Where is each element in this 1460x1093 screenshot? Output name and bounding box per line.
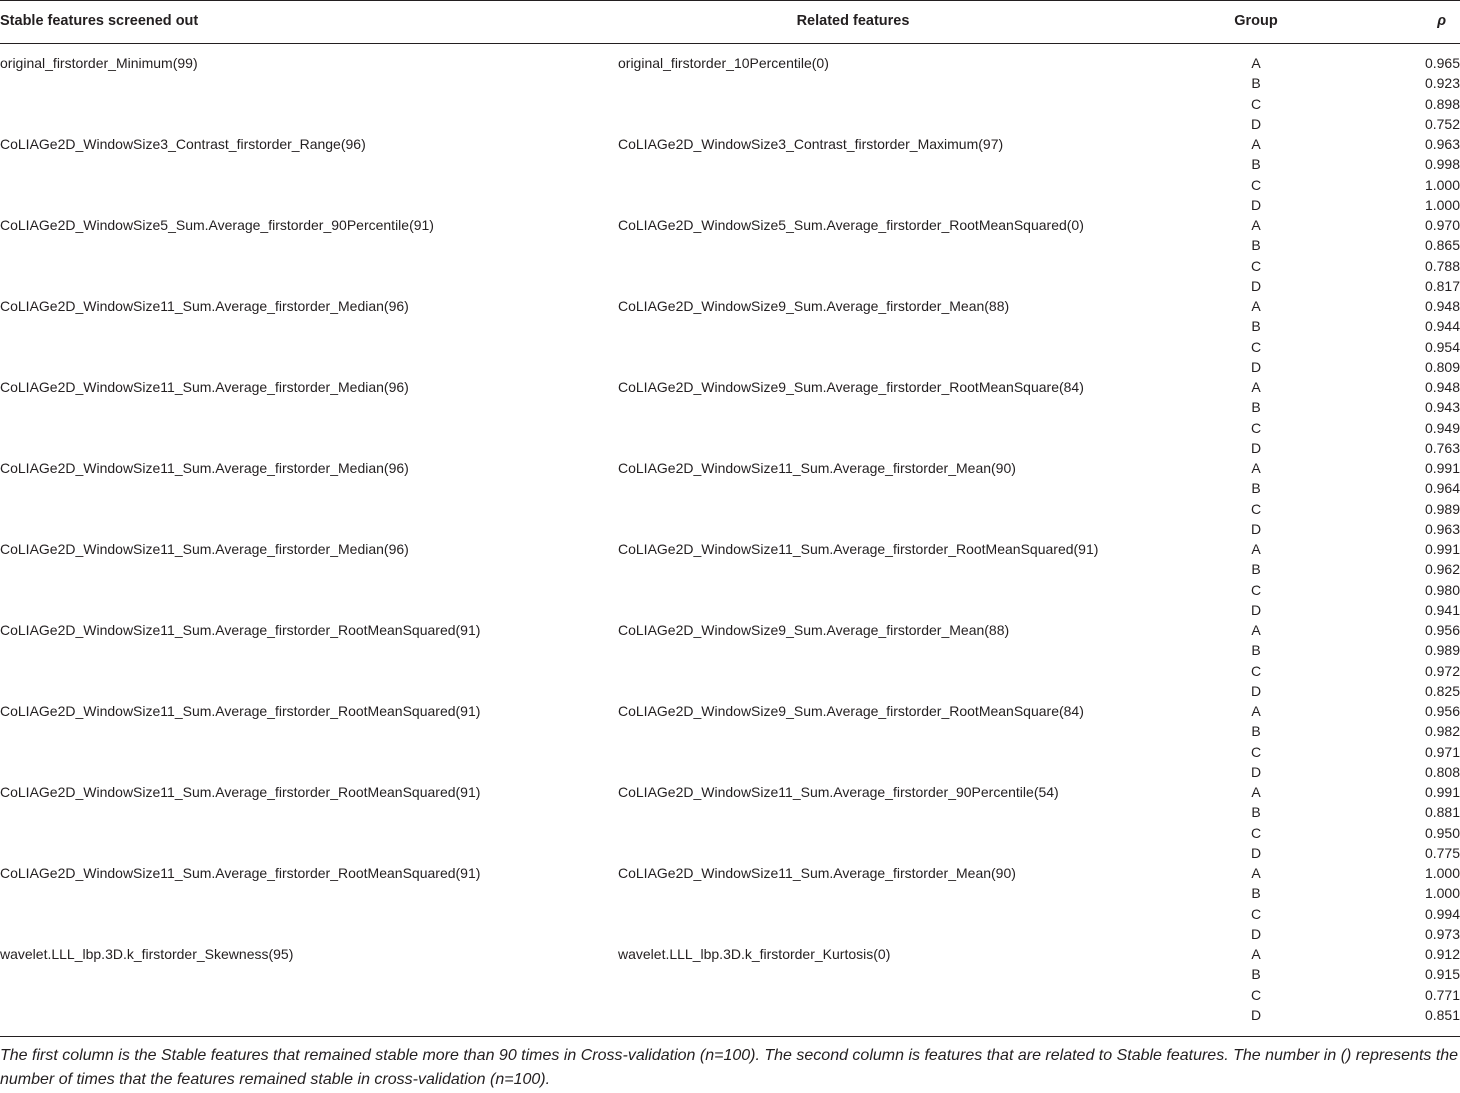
group-subrow — [0, 235, 1460, 255]
group-cell: C — [1250, 257, 1262, 274]
group-subrow — [0, 701, 1460, 721]
group-subrow — [0, 296, 1460, 316]
group-cell: C — [1250, 419, 1262, 436]
related-feature-cell: CoLIAGe2D_WindowSize11_Sum.Average_firstorder_RootMeanSquared(91) — [618, 541, 1099, 557]
group-cell: A — [1251, 460, 1261, 476]
header-stable-features: Stable features screened out — [0, 13, 199, 29]
group-cell: B — [1251, 642, 1261, 659]
table-row — [0, 863, 1460, 944]
group-subrow — [0, 478, 1460, 498]
rho-cell: 0.851 — [1424, 1006, 1460, 1023]
related-feature-cell: CoLIAGe2D_WindowSize9_Sum.Average_firstorder_Mean(88) — [618, 298, 1010, 314]
group-cell: C — [1250, 95, 1262, 112]
rho-cell: 0.972 — [1424, 662, 1460, 679]
group-subrow — [0, 985, 1460, 1005]
table-row — [0, 944, 1460, 1025]
related-feature-cell: CoLIAGe2D_WindowSize11_Sum.Average_firstorder_Mean(90) — [618, 865, 1016, 881]
rho-cell: 0.991 — [1424, 541, 1460, 557]
stable-feature-cell: CoLIAGe2D_WindowSize5_Sum.Average_firstorder_90Percentile(91) — [0, 217, 434, 233]
group-cell: B — [1251, 885, 1261, 902]
group-subrow — [0, 256, 1460, 276]
rho-cell: 0.809 — [1424, 358, 1460, 375]
related-feature-cell: CoLIAGe2D_WindowSize5_Sum.Average_firstorder_RootMeanSquared(0) — [618, 217, 1084, 233]
group-cell: D — [1250, 925, 1262, 942]
group-cell: A — [1251, 865, 1261, 881]
table-row — [0, 782, 1460, 863]
rho-cell: 0.956 — [1424, 703, 1460, 719]
group-cell: D — [1250, 763, 1262, 780]
group-cell: A — [1251, 379, 1261, 395]
group-subrow — [0, 114, 1460, 134]
table-row — [0, 539, 1460, 620]
group-cell: C — [1250, 824, 1262, 841]
group-cell: B — [1251, 561, 1261, 578]
stable-feature-cell: CoLIAGe2D_WindowSize11_Sum.Average_firstorder_Median(96) — [0, 298, 409, 314]
group-cell: A — [1251, 136, 1261, 152]
rho-cell: 0.964 — [1424, 480, 1460, 497]
group-subrow — [0, 397, 1460, 417]
rho-cell: 0.982 — [1424, 723, 1460, 740]
group-subrow — [0, 620, 1460, 640]
rho-cell: 0.944 — [1424, 318, 1460, 335]
stable-feature-cell: CoLIAGe2D_WindowSize11_Sum.Average_firstorder_Median(96) — [0, 541, 409, 557]
rho-cell: 0.825 — [1424, 682, 1460, 699]
rho-cell: 0.962 — [1424, 561, 1460, 578]
rho-cell: 0.771 — [1424, 986, 1460, 1003]
group-cell: A — [1251, 541, 1261, 557]
group-cell: A — [1251, 946, 1261, 962]
group-cell: A — [1251, 622, 1261, 638]
group-subrow — [0, 438, 1460, 458]
group-cell: D — [1250, 277, 1262, 294]
stable-feature-cell: CoLIAGe2D_WindowSize11_Sum.Average_firstorder_RootMeanSquared(91) — [0, 784, 481, 800]
group-subrow — [0, 1005, 1460, 1025]
rho-cell: 0.991 — [1424, 460, 1460, 476]
group-cell: B — [1251, 399, 1261, 416]
rho-cell: 0.915 — [1424, 966, 1460, 983]
rho-cell: 0.970 — [1424, 217, 1460, 233]
table-row — [0, 53, 1460, 134]
table-row — [0, 620, 1460, 701]
group-cell: B — [1251, 804, 1261, 821]
group-cell: C — [1250, 905, 1262, 922]
group-cell: D — [1250, 358, 1262, 375]
rho-cell: 0.763 — [1424, 439, 1460, 456]
rho-cell: 0.965 — [1424, 55, 1460, 71]
group-subrow — [0, 458, 1460, 478]
table-row — [0, 215, 1460, 296]
group-subrow — [0, 357, 1460, 377]
group-cell: A — [1251, 703, 1261, 719]
group-subrow — [0, 721, 1460, 741]
group-cell: A — [1251, 55, 1261, 71]
table-footnote: The first column is the Stable features that remained stable more than 90 times in Cross-validation (n=100). The second column is features that are related to Stable features. The number in () represents the number of times that the features remained stable in cross-validation (n=100). — [0, 1047, 1459, 1088]
group-cell: C — [1250, 662, 1262, 679]
rho-cell: 0.973 — [1424, 925, 1460, 942]
group-cell: D — [1250, 844, 1262, 861]
rho-cell: 0.808 — [1424, 763, 1460, 780]
group-cell: D — [1250, 682, 1262, 699]
table-bottom-rule — [0, 1036, 1460, 1037]
rho-cell: 0.994 — [1424, 905, 1460, 922]
rho-cell: 1.000 — [1424, 176, 1460, 193]
group-subrow — [0, 681, 1460, 701]
related-feature-cell: CoLIAGe2D_WindowSize9_Sum.Average_firstorder_RootMeanSquare(84) — [618, 379, 1084, 395]
related-feature-cell: CoLIAGe2D_WindowSize3_Contrast_firstorder_Maximum(97) — [618, 136, 1004, 152]
group-subrow — [0, 276, 1460, 296]
rho-cell: 0.817 — [1424, 277, 1460, 294]
rho-cell: 0.948 — [1424, 379, 1460, 395]
rho-cell: 0.788 — [1424, 257, 1460, 274]
header-rho: ρ — [1437, 13, 1446, 29]
rho-cell: 0.912 — [1424, 946, 1460, 962]
group-cell: B — [1251, 480, 1261, 497]
group-subrow — [0, 337, 1460, 357]
group-cell: D — [1250, 1006, 1262, 1023]
group-subrow — [0, 316, 1460, 336]
group-subrow — [0, 559, 1460, 579]
group-cell: D — [1250, 115, 1262, 132]
rho-cell: 0.956 — [1424, 622, 1460, 638]
table-row — [0, 701, 1460, 782]
related-feature-cell: original_firstorder_10Percentile(0) — [618, 55, 829, 71]
rho-cell: 0.752 — [1424, 115, 1460, 132]
rho-cell: 0.881 — [1424, 804, 1460, 821]
group-cell: B — [1251, 75, 1261, 92]
rho-cell: 0.775 — [1424, 844, 1460, 861]
stable-feature-cell: CoLIAGe2D_WindowSize11_Sum.Average_firstorder_RootMeanSquared(91) — [0, 865, 481, 881]
rho-cell: 0.948 — [1424, 298, 1460, 314]
rho-cell: 0.949 — [1424, 419, 1460, 436]
group-subrow — [0, 175, 1460, 195]
table-row — [0, 458, 1460, 539]
group-subrow — [0, 195, 1460, 215]
group-subrow — [0, 418, 1460, 438]
group-subrow — [0, 73, 1460, 93]
rho-cell: 0.991 — [1424, 784, 1460, 800]
related-feature-cell: wavelet.LLL_lbp.3D.k_firstorder_Kurtosis(0) — [618, 946, 891, 962]
group-subrow — [0, 640, 1460, 660]
rho-cell: 0.954 — [1424, 338, 1460, 355]
rho-cell: 0.963 — [1424, 136, 1460, 152]
group-subrow — [0, 580, 1460, 600]
group-cell: B — [1251, 966, 1261, 983]
rho-cell: 1.000 — [1424, 196, 1460, 213]
group-subrow — [0, 762, 1460, 782]
group-cell: B — [1251, 237, 1261, 254]
group-subrow — [0, 661, 1460, 681]
group-cell: C — [1250, 176, 1262, 193]
group-subrow — [0, 883, 1460, 903]
group-cell: D — [1250, 520, 1262, 537]
group-subrow — [0, 53, 1460, 73]
rho-cell: 0.898 — [1424, 95, 1460, 112]
group-subrow — [0, 823, 1460, 843]
rho-cell: 0.941 — [1424, 601, 1460, 618]
group-cell: D — [1250, 196, 1262, 213]
rho-cell: 0.963 — [1424, 520, 1460, 537]
rho-cell: 1.000 — [1424, 865, 1460, 881]
group-subrow — [0, 904, 1460, 924]
table-row — [0, 134, 1460, 215]
group-cell: C — [1250, 581, 1262, 598]
group-cell: C — [1250, 986, 1262, 1003]
table-row — [0, 296, 1460, 377]
rho-cell: 0.971 — [1424, 743, 1460, 760]
rho-cell: 1.000 — [1424, 885, 1460, 902]
group-cell: C — [1250, 338, 1262, 355]
table-body — [0, 53, 1460, 1025]
group-subrow — [0, 154, 1460, 174]
group-subrow — [0, 600, 1460, 620]
rho-cell: 0.989 — [1424, 642, 1460, 659]
group-cell: B — [1251, 156, 1261, 173]
group-cell: B — [1251, 723, 1261, 740]
rho-cell: 0.923 — [1424, 75, 1460, 92]
stable-feature-cell: CoLIAGe2D_WindowSize11_Sum.Average_firstorder_RootMeanSquared(91) — [0, 703, 481, 719]
related-feature-cell: CoLIAGe2D_WindowSize9_Sum.Average_firstorder_RootMeanSquare(84) — [618, 703, 1084, 719]
header-group: Group — [1234, 13, 1278, 29]
group-subrow — [0, 863, 1460, 883]
group-cell: A — [1251, 217, 1261, 233]
header-related-features: Related features — [796, 13, 910, 29]
group-cell: A — [1251, 298, 1261, 314]
group-subrow — [0, 944, 1460, 964]
group-subrow — [0, 843, 1460, 863]
rho-cell: 0.943 — [1424, 399, 1460, 416]
rho-cell: 0.998 — [1424, 156, 1460, 173]
group-cell: B — [1251, 318, 1261, 335]
rho-cell: 0.950 — [1424, 824, 1460, 841]
related-feature-cell: CoLIAGe2D_WindowSize9_Sum.Average_firstorder_Mean(88) — [618, 622, 1010, 638]
stable-feature-cell: original_firstorder_Minimum(99) — [0, 55, 198, 71]
related-feature-cell: CoLIAGe2D_WindowSize11_Sum.Average_firstorder_90Percentile(54) — [618, 784, 1059, 800]
group-subrow — [0, 499, 1460, 519]
group-subrow — [0, 377, 1460, 397]
group-subrow — [0, 134, 1460, 154]
stable-feature-cell: wavelet.LLL_lbp.3D.k_firstorder_Skewness(95) — [0, 946, 294, 962]
group-subrow — [0, 519, 1460, 539]
group-subrow — [0, 742, 1460, 762]
table-top-rule — [0, 0, 1460, 1]
group-subrow — [0, 782, 1460, 802]
group-subrow — [0, 539, 1460, 559]
related-feature-cell: CoLIAGe2D_WindowSize11_Sum.Average_firstorder_Mean(90) — [618, 460, 1016, 476]
group-cell: C — [1250, 500, 1262, 517]
stable-feature-cell: CoLIAGe2D_WindowSize3_Contrast_firstorder_Range(96) — [0, 136, 366, 152]
group-cell: A — [1251, 784, 1261, 800]
group-cell: C — [1250, 743, 1262, 760]
rho-cell: 0.865 — [1424, 237, 1460, 254]
group-cell: D — [1250, 439, 1262, 456]
group-subrow — [0, 802, 1460, 822]
rho-cell: 0.980 — [1424, 581, 1460, 598]
group-subrow — [0, 924, 1460, 944]
table-row — [0, 377, 1460, 458]
stable-feature-cell: CoLIAGe2D_WindowSize11_Sum.Average_firstorder_Median(96) — [0, 460, 409, 476]
stable-feature-cell: CoLIAGe2D_WindowSize11_Sum.Average_firstorder_Median(96) — [0, 379, 409, 395]
stable-feature-cell: CoLIAGe2D_WindowSize11_Sum.Average_firstorder_RootMeanSquared(91) — [0, 622, 481, 638]
group-subrow — [0, 964, 1460, 984]
group-cell: D — [1250, 601, 1262, 618]
header-rule — [0, 43, 1460, 44]
group-subrow — [0, 215, 1460, 235]
rho-cell: 0.989 — [1424, 500, 1460, 517]
group-subrow — [0, 94, 1460, 114]
